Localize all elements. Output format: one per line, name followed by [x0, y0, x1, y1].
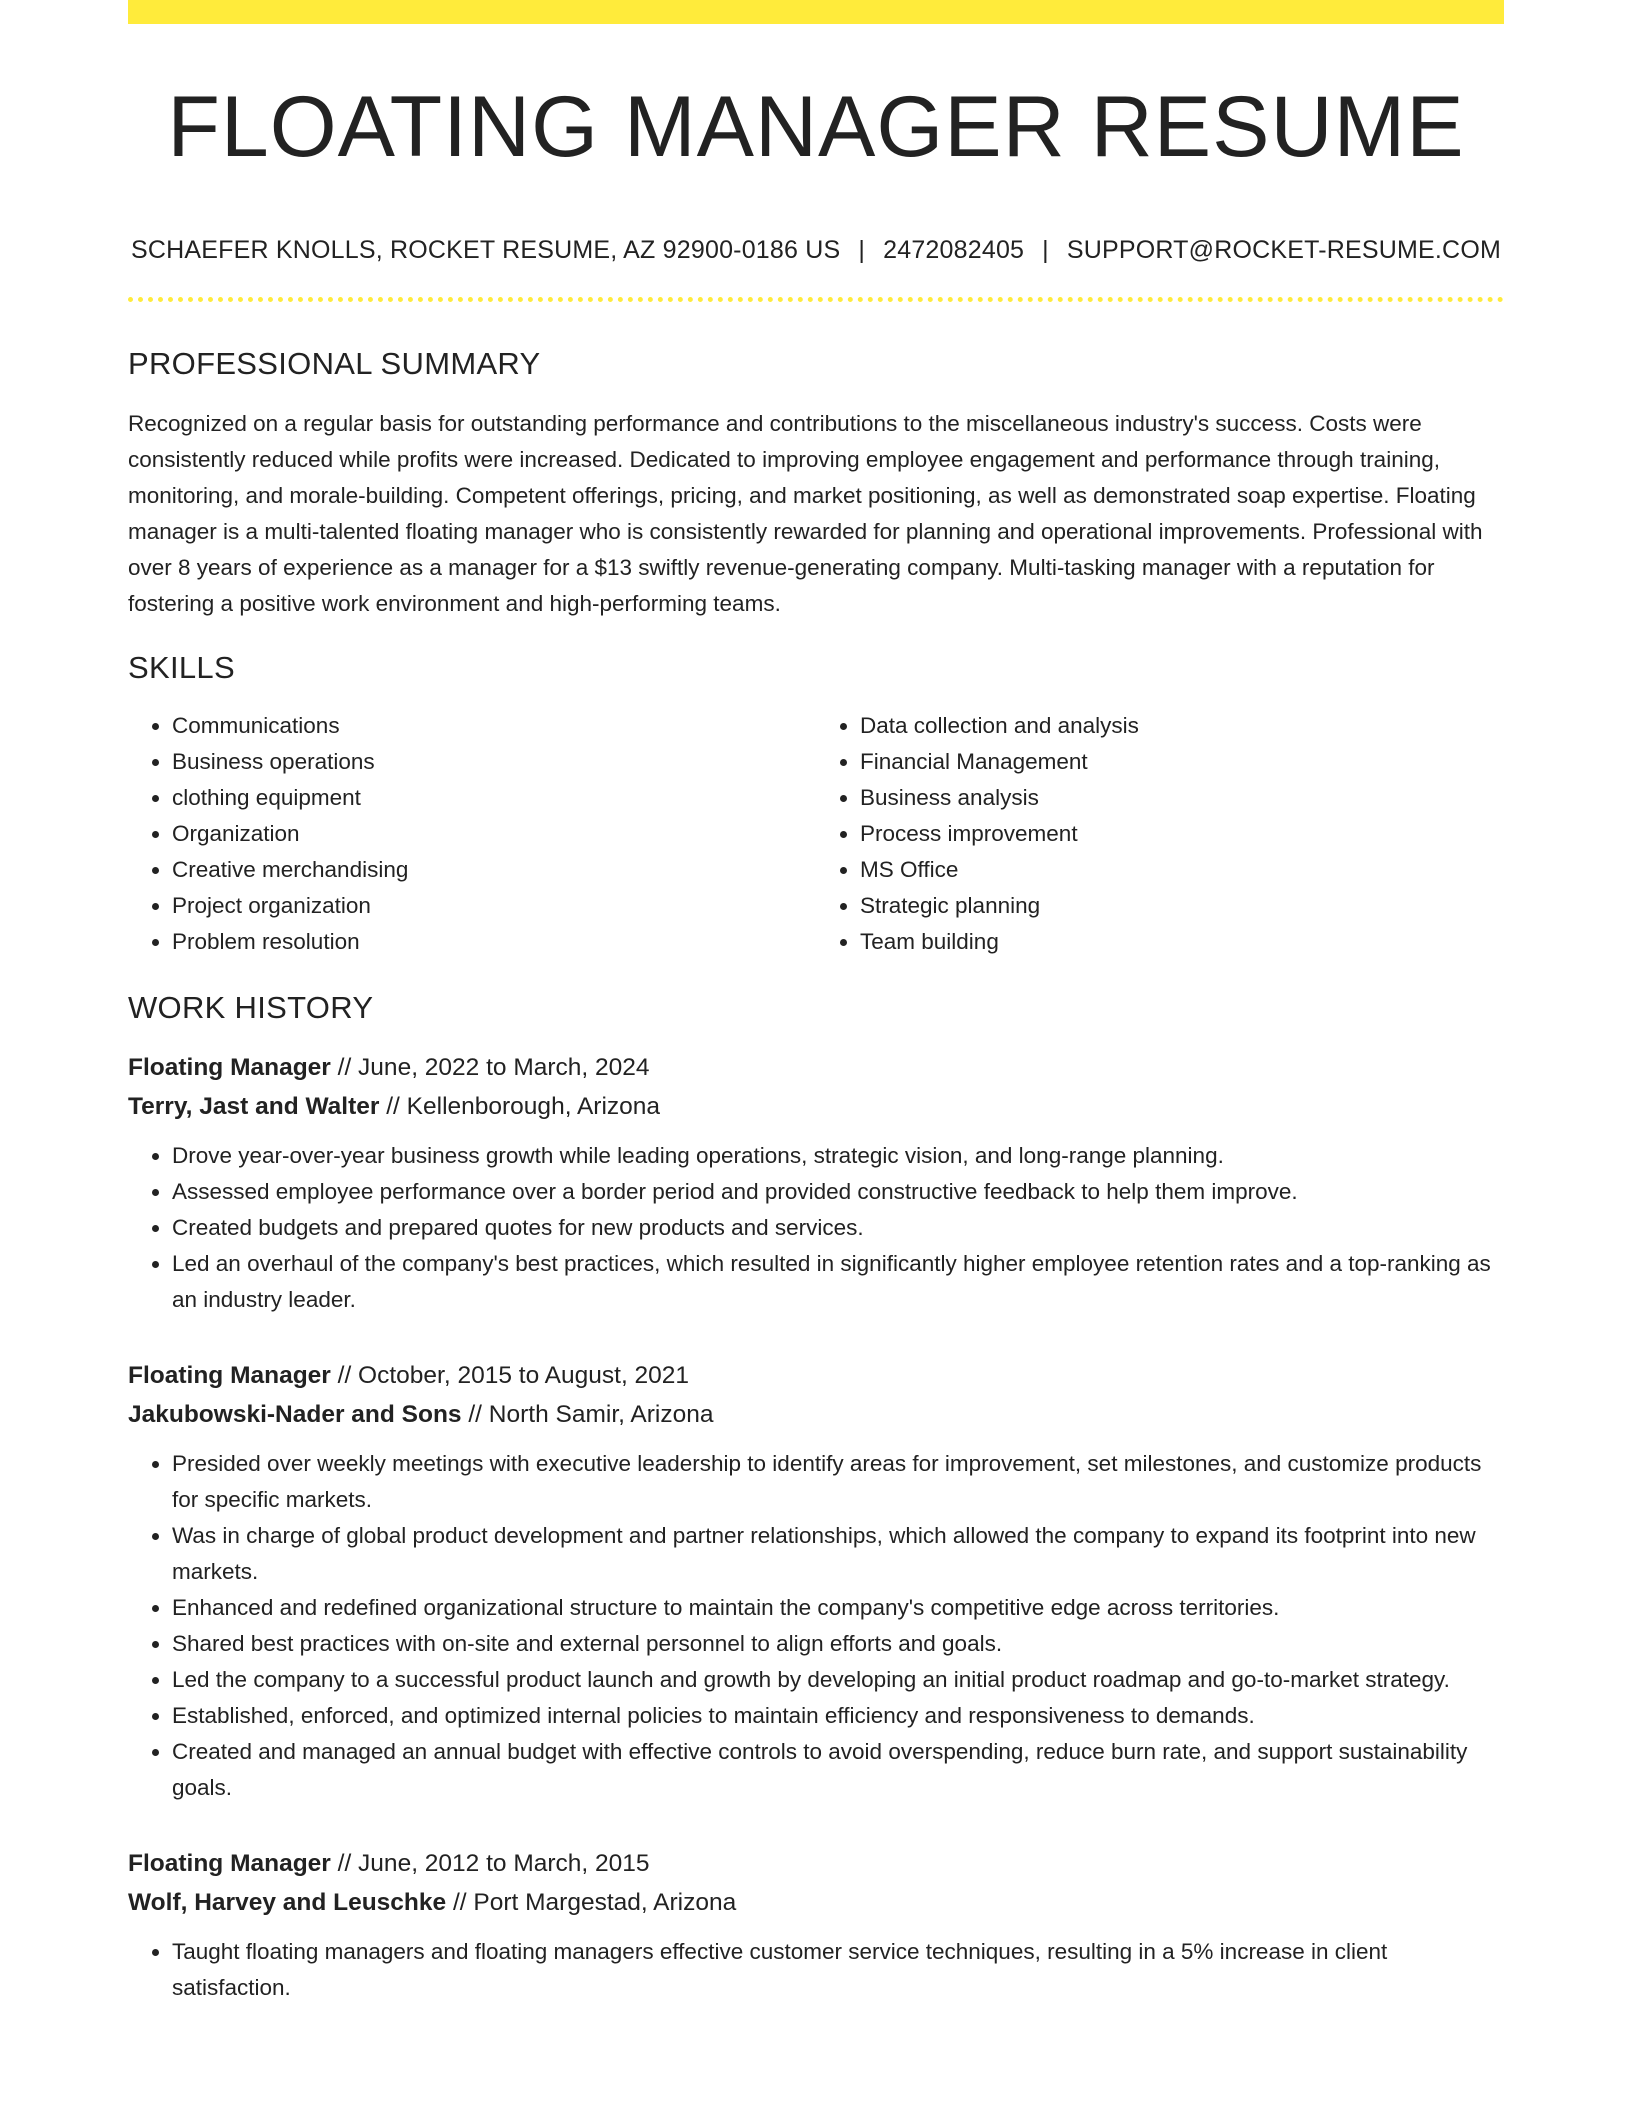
job-location: // North Samir, Arizona	[468, 1400, 714, 1428]
job-bullet: • Led the company to a successful product launch and growth by developing an initial product roadmap and go-to-market strategy.	[172, 1662, 1504, 1698]
skill-item: • Business analysis	[860, 780, 1504, 816]
job-bullets	[128, 1138, 1504, 1318]
job-bullets	[128, 1934, 1504, 2006]
job-bullet: • Enhanced and redefined organizational structure to maintain the company's competitive edge across territories.	[172, 1590, 1504, 1626]
skill-item: • Creative merchandising	[172, 852, 816, 888]
job-dates: // June, 2022 to March, 2024	[337, 1053, 650, 1081]
resume-page	[128, 0, 1504, 2006]
job-company-line	[128, 1883, 1504, 1922]
job-bullet: • Led an overhaul of the company's best practices, which resulted in significantly higher employee retention rates and a top-ranking as an industry leader.	[172, 1246, 1504, 1318]
job-title: Floating Manager	[128, 1053, 331, 1081]
skills-grid	[128, 708, 1504, 960]
job-title: Floating Manager	[128, 1849, 331, 1877]
contact-email: SUPPORT@ROCKET-RESUME.COM	[1066, 235, 1501, 264]
skills-section	[128, 650, 1504, 960]
job-dates: // October, 2015 to August, 2021	[337, 1361, 690, 1389]
work-history-section	[128, 990, 1504, 2006]
job-title-line	[128, 1356, 1504, 1395]
skill-item: • Financial Management	[860, 744, 1504, 780]
skill-item: • Team building	[860, 924, 1504, 960]
contact-line	[128, 235, 1504, 265]
job-entry	[128, 1356, 1504, 1806]
job-entry	[128, 1844, 1504, 2006]
job-bullet: • Presided over weekly meetings with executive leadership to identify areas for improvement, set milestones, and customize products for specific markets.	[172, 1446, 1504, 1518]
skill-item: • Problem resolution	[172, 924, 816, 960]
skill-item: • Strategic planning	[860, 888, 1504, 924]
job-dates: // June, 2012 to March, 2015	[337, 1849, 650, 1877]
skill-item: • MS Office	[860, 852, 1504, 888]
section-heading-summary: PROFESSIONAL SUMMARY	[128, 345, 541, 381]
job-bullet: • Drove year-over-year business growth while leading operations, strategic vision, and long-range planning.	[172, 1138, 1504, 1174]
skill-item: • Project organization	[172, 888, 816, 924]
skill-item: • Communications	[172, 708, 816, 744]
job-entry	[128, 1048, 1504, 1318]
contact-phone: 2472082405	[883, 235, 1025, 264]
job-bullet: • Shared best practices with on-site and external personnel to align efforts and goals.	[172, 1626, 1504, 1662]
skill-item: • Process improvement	[860, 816, 1504, 852]
job-location: // Port Margestad, Arizona	[452, 1888, 737, 1916]
page-title: FLOATING MANAGER RESUME	[167, 79, 1465, 175]
summary-text: Recognized on a regular basis for outstanding performance and contributions to the miscellaneous industry's success. Costs were consistently reduced while profits were increased. Dedicated to improving employee engagement and performance through training, monitoring, and morale-building. Competent offerings, pricing, and market positioning, as well as demonstrated soap expertise. Floating manager is a multi-talented floating manager who is consistently rewarded for planning and operational improvements. Professional with over 8 years of experience as a manager for a $13 swiftly revenue-generating company. Multi-tasking manager with a reputation for fostering a positive work environment and high-performing teams.	[128, 410, 1483, 616]
skills-column-left	[128, 708, 816, 960]
job-bullets	[128, 1446, 1504, 1806]
job-bullet: • Was in charge of global product development and partner relationships, which allowed the company to expand its footprint into new markets.	[172, 1518, 1504, 1590]
job-location: // Kellenborough, Arizona	[386, 1092, 661, 1120]
job-bullet: • Created budgets and prepared quotes for new products and services.	[172, 1210, 1504, 1246]
job-company: Jakubowski-Nader and Sons	[128, 1400, 462, 1428]
job-bullet: • Established, enforced, and optimized internal policies to maintain efficiency and responsiveness to demands.	[172, 1698, 1504, 1734]
section-heading-skills: SKILLS	[128, 649, 235, 685]
contact-address: SCHAEFER KNOLLS, ROCKET RESUME, AZ 92900-0186 US	[131, 235, 841, 264]
dotted-divider	[128, 297, 1504, 302]
skill-item: • clothing equipment	[172, 780, 816, 816]
skill-item: • Business operations	[172, 744, 816, 780]
job-bullet: • Assessed employee performance over a border period and provided constructive feedback to help them improve.	[172, 1174, 1504, 1210]
skill-item: • Data collection and analysis	[860, 708, 1504, 744]
job-company-line	[128, 1395, 1504, 1434]
job-company: Terry, Jast and Walter	[128, 1092, 380, 1120]
job-title: Floating Manager	[128, 1361, 331, 1389]
contact-separator: |	[1042, 235, 1049, 264]
contact-separator: |	[858, 235, 866, 264]
job-bullet: • Created and managed an annual budget with effective controls to avoid overspending, reduce burn rate, and support sustainability goals.	[172, 1734, 1504, 1806]
job-title-line	[128, 1844, 1504, 1883]
professional-summary-section	[128, 346, 1504, 622]
job-company-line	[128, 1087, 1504, 1126]
section-heading-work: WORK HISTORY	[128, 989, 374, 1025]
job-company: Wolf, Harvey and Leuschke	[128, 1888, 447, 1916]
job-title-line	[128, 1048, 1504, 1087]
top-accent-bar	[128, 0, 1504, 24]
job-bullet: • Taught floating managers and floating managers effective customer service techniques, resulting in a 5% increase in client satisfaction.	[172, 1934, 1504, 2006]
skills-column-right	[816, 708, 1504, 960]
skill-item: • Organization	[172, 816, 816, 852]
